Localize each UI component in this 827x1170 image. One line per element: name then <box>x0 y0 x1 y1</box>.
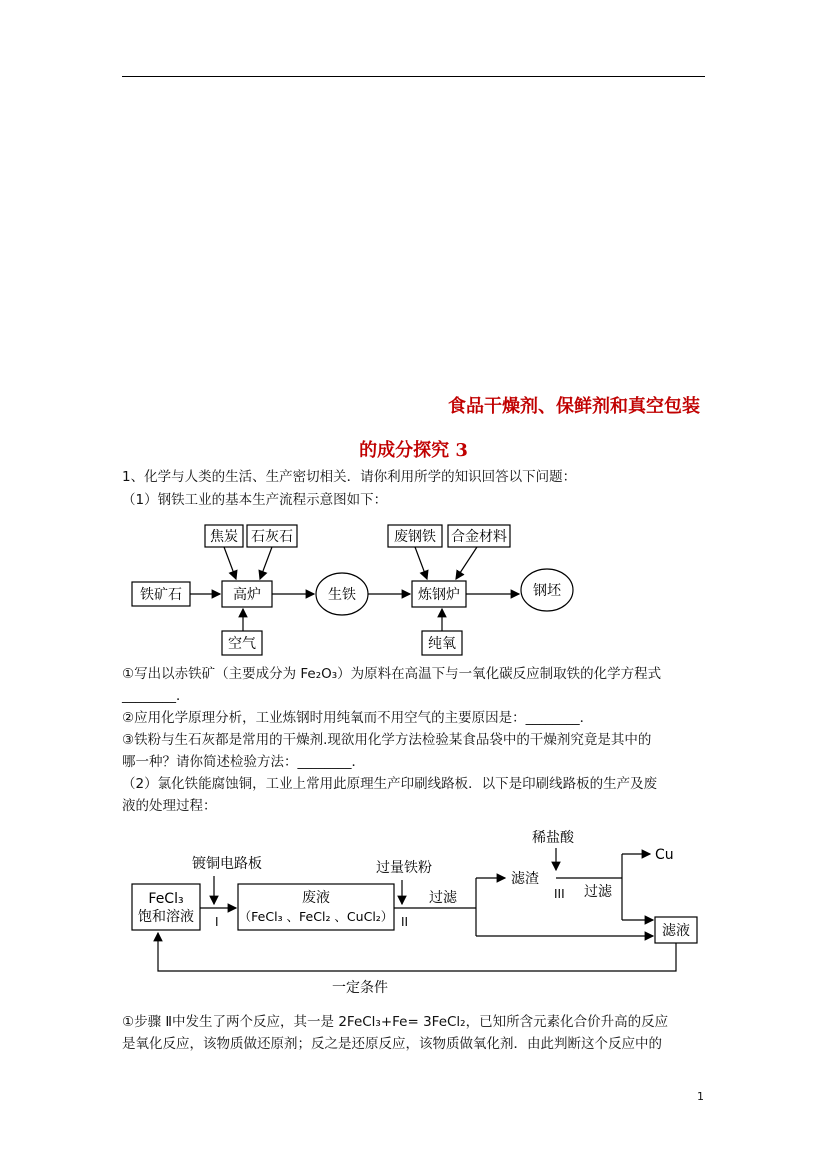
pcb-process-diagram <box>122 822 712 1004</box>
part-2-line-a: （2）氯化铁能腐蚀铜，工业上常用此原理生产印刷线路板．以下是印刷线路板的生产及废 <box>122 776 658 792</box>
part-1-intro: （1）钢铁工业的基本生产流程示意图如下： <box>122 492 388 508</box>
fecl3-label: FeCl₃ <box>148 891 184 907</box>
waste-liquid-title: 废液 <box>302 890 330 906</box>
part-2-line-b: 液的处理过程： <box>122 798 217 814</box>
air-label: 空气 <box>228 636 256 652</box>
alloy-label: 合金材料 <box>451 529 507 545</box>
coke-label: 焦炭 <box>210 529 238 545</box>
title-line-2: 的成分探究 3 <box>359 440 468 461</box>
question-1-3-line-b: 哪一种？请你简述检验方法：________． <box>122 754 365 770</box>
residue-label: 滤渣 <box>511 871 539 887</box>
pure-oxygen-label: 纯氧 <box>428 636 456 652</box>
dilute-hcl-label: 稀盐酸 <box>532 830 574 846</box>
filtrate-label: 滤液 <box>662 923 690 939</box>
limestone-label: 石灰石 <box>251 529 293 545</box>
copper-label: Cu <box>655 847 674 863</box>
filter-1-label: 过滤 <box>429 890 457 906</box>
steel-flow-diagram <box>122 518 622 660</box>
header-rule <box>122 76 705 77</box>
copper-board-label: 镀铜电路板 <box>192 856 262 872</box>
question-1-intro: 1、化学与人类的生活、生产密切相关．请你利用所学的知识回答以下问题： <box>122 469 577 485</box>
question-2-1-line-a: ①步骤 Ⅱ中发生了两个反应，其一是 2FeCl₃+Fe= 3FeCl₂，已知所含元素化合价升高的反应 <box>122 1014 669 1030</box>
question-1-3-line-a: ③铁粉与生石灰都是常用的干燥剂.现欲用化学方法检验某食品袋中的干燥剂究竟是其中的 <box>122 732 652 748</box>
question-2-1-line-b: 是氧化反应，该物质做还原剂；反之是还原反应，该物质做氧化剂．由此判断这个反应中的 <box>122 1036 662 1052</box>
title-line-1: 食品干燥剂、保鲜剂和真空包装 <box>448 396 700 417</box>
filter-2-label: 过滤 <box>584 884 612 900</box>
question-1-1-line-a: ①写出以赤铁矿（主要成分为 Fe₂O₃）为原料在高温下与一氧化碳反应制取铁的化学方程式 <box>122 666 662 682</box>
step-2-label: II <box>401 915 409 929</box>
blast-furnace-label: 高炉 <box>233 587 261 603</box>
page-number: 1 <box>697 1090 704 1103</box>
question-1-1-line-b: ________． <box>122 688 190 704</box>
iron-ore-label: 铁矿石 <box>140 587 182 603</box>
step-3-label: III <box>554 887 565 901</box>
scrap-steel-label: 废钢铁 <box>394 529 436 545</box>
steel-billet-label: 钢坯 <box>533 583 561 599</box>
question-1-2: ②应用化学原理分析，工业炼钢时用纯氧而不用空气的主要原因是：________． <box>122 710 594 726</box>
waste-liquid-formula: （FeCl₃ 、FeCl₂ 、CuCl₂） <box>238 909 394 924</box>
condition-label: 一定条件 <box>332 980 388 996</box>
saturated-solution-label: 饱和溶液 <box>138 909 194 925</box>
pig-iron-label: 生铁 <box>328 587 356 603</box>
step-1-label: I <box>215 915 219 929</box>
steel-furnace-label: 炼钢炉 <box>418 587 460 603</box>
iron-powder-label: 过量铁粉 <box>376 860 432 876</box>
